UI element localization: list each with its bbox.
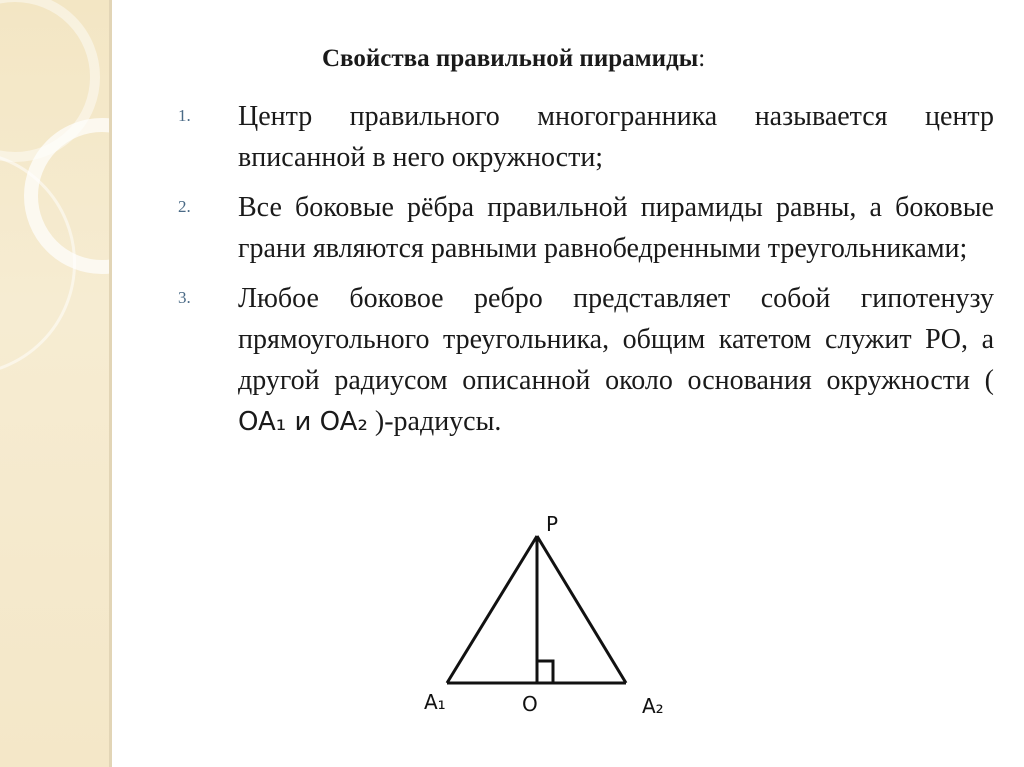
- list-item-number: 1.: [178, 106, 191, 125]
- list-item-number: 2.: [178, 197, 191, 216]
- slide-title-colon: :: [698, 45, 706, 72]
- label-apex: P: [546, 512, 559, 536]
- properties-list: [178, 96, 994, 452]
- list-item: [178, 278, 994, 443]
- right-angle-mark: [537, 661, 553, 683]
- label-a2: A₂: [642, 694, 664, 718]
- label-a1: A₁: [424, 690, 446, 714]
- decorative-side-band: [0, 0, 112, 767]
- pyramid-cross-section-diagram: [400, 505, 720, 735]
- list-item-text: Все боковые рёбра правильной пирамиды равны, а боковые грани являются равными равнобедренными треугольниками;: [238, 192, 994, 264]
- slide-title-text: Свойства правильной пирамиды: [322, 45, 699, 72]
- radius-formula: OA₁ и OA₂: [238, 407, 368, 437]
- list-item-text: [238, 278, 994, 443]
- list-item-text-part: )-радиусы.: [374, 406, 502, 437]
- triangle-diagram-svg: [400, 505, 720, 735]
- list-item: [178, 96, 994, 178]
- edge-pa1: [447, 536, 537, 683]
- list-item-text: Центр правильного многогранника называется центр вписанной в него окружности;: [238, 101, 994, 173]
- list-item-text-part: Любое боковое ребро представляет собой гипотенузу прямоугольного треугольника, общим катетом служит PO, а другой радиусом описанной около основания окружности (: [238, 283, 994, 396]
- list-item: [178, 187, 994, 269]
- list-item-number: 3.: [178, 288, 191, 307]
- label-o: O: [522, 692, 538, 716]
- slide-title: [322, 45, 705, 73]
